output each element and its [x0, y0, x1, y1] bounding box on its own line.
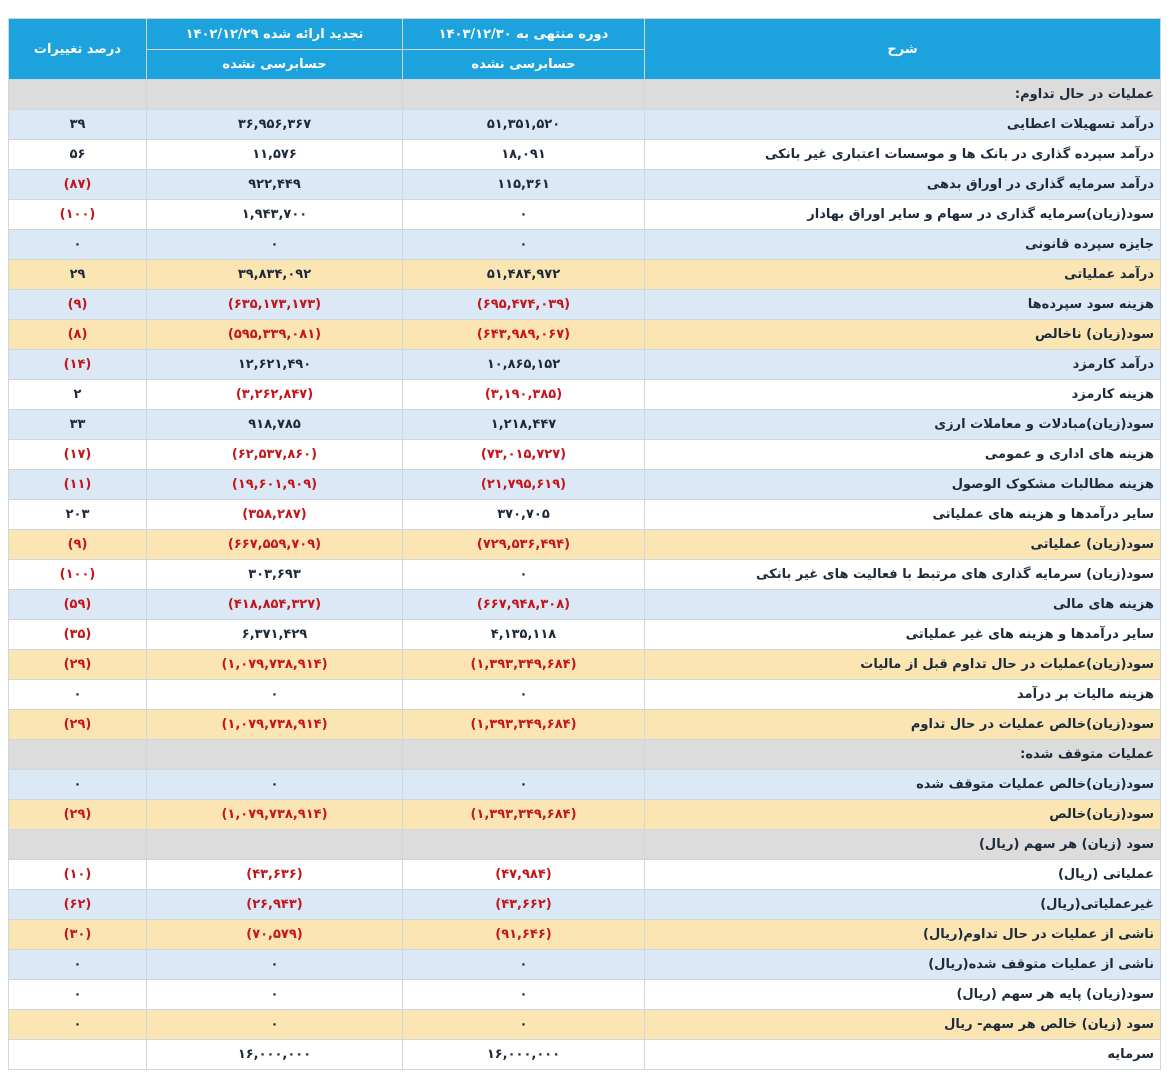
row-previous-value: (۴۳,۶۳۶) [147, 860, 403, 890]
row-previous-value: ۳۰۳,۶۹۳ [147, 560, 403, 590]
table-row [9, 470, 1161, 500]
row-current-value: (۶۹۵,۴۷۴,۰۳۹) [403, 290, 645, 320]
table-row [9, 110, 1161, 140]
row-current-value: ۰ [403, 200, 645, 230]
row-previous-value: ۰ [147, 980, 403, 1010]
table-row [9, 920, 1161, 950]
table-row [9, 230, 1161, 260]
row-previous-value: (۶۳۵,۱۷۳,۱۷۳) [147, 290, 403, 320]
row-previous-value: (۶۲,۵۳۷,۸۶۰) [147, 440, 403, 470]
table-row [9, 1010, 1161, 1040]
section-header-row [9, 830, 1161, 860]
row-change-percent: (۶۲) [9, 890, 147, 920]
row-current-value: ۰ [403, 680, 645, 710]
header-current-audit-status: حسابرسی نشده [403, 50, 645, 80]
row-change-percent: (۳۰) [9, 920, 147, 950]
row-description: عملیات در حال تداوم: [645, 80, 1161, 110]
row-change-percent: ۲۰۳ [9, 500, 147, 530]
row-current-value: ۰ [403, 1010, 645, 1040]
row-description: سود(زیان) ناخالص [645, 320, 1161, 350]
header-current-period: دوره منتهی به ۱۴۰۳/۱۲/۳۰ [403, 19, 645, 50]
row-description: ناشی از عملیات در حال تداوم(ریال) [645, 920, 1161, 950]
row-previous-value: ۱۶,۰۰۰,۰۰۰ [147, 1040, 403, 1070]
table-row [9, 410, 1161, 440]
table-row [9, 800, 1161, 830]
table-row [9, 350, 1161, 380]
row-change-percent: (۱۰۰) [9, 200, 147, 230]
row-current-value: (۷۳,۰۱۵,۷۲۷) [403, 440, 645, 470]
row-previous-value: (۱,۰۷۹,۷۳۸,۹۱۴) [147, 710, 403, 740]
row-description: درآمد کارمزد [645, 350, 1161, 380]
row-description: سود(زیان)خالص [645, 800, 1161, 830]
table-row [9, 770, 1161, 800]
section-header-row [9, 740, 1161, 770]
row-change-percent: ۰ [9, 950, 147, 980]
row-current-value: ۰ [403, 230, 645, 260]
row-current-value: ۰ [403, 980, 645, 1010]
table-row [9, 260, 1161, 290]
row-current-value: ۰ [403, 950, 645, 980]
table-row [9, 590, 1161, 620]
row-previous-value: ۶,۳۷۱,۴۲۹ [147, 620, 403, 650]
row-previous-value: (۵۹۵,۳۳۹,۰۸۱) [147, 320, 403, 350]
row-current-value: ۳۷۰,۷۰۵ [403, 500, 645, 530]
row-description: سرمایه [645, 1040, 1161, 1070]
row-description: درآمد سرمایه گذاری در اوراق بدهی [645, 170, 1161, 200]
row-description: هزینه سود سپرده‌ها [645, 290, 1161, 320]
row-change-percent: (۲۹) [9, 800, 147, 830]
table-row [9, 380, 1161, 410]
row-description: سود (زیان) هر سهم (ریال) [645, 830, 1161, 860]
row-change-percent: (۲۹) [9, 710, 147, 740]
row-current-value: ۰ [403, 560, 645, 590]
row-previous-value: (۷۰,۵۷۹) [147, 920, 403, 950]
row-description: هزینه مالیات بر درآمد [645, 680, 1161, 710]
row-current-value: (۱,۳۹۳,۳۴۹,۶۸۴) [403, 800, 645, 830]
row-current-value: (۴۳,۶۶۲) [403, 890, 645, 920]
row-current-value: (۱,۳۹۳,۳۴۹,۶۸۴) [403, 710, 645, 740]
row-description: جایزه سپرده قانونی [645, 230, 1161, 260]
row-change-percent: (۱۰۰) [9, 560, 147, 590]
row-previous-value: ۳۶,۹۵۶,۳۶۷ [147, 110, 403, 140]
row-change-percent [9, 80, 147, 110]
row-description: هزینه مطالبات مشکوک الوصول [645, 470, 1161, 500]
row-previous-value: (۳۵۸,۲۸۷) [147, 500, 403, 530]
row-current-value: (۹۱,۶۴۶) [403, 920, 645, 950]
row-previous-value [147, 830, 403, 860]
header-previous-period: تجدید ارائه شده ۱۴۰۲/۱۲/۲۹ [147, 19, 403, 50]
section-header-row [9, 80, 1161, 110]
row-description: سود(زیان) پایه هر سهم (ریال) [645, 980, 1161, 1010]
row-current-value: (۳,۱۹۰,۳۸۵) [403, 380, 645, 410]
row-current-value: (۱,۳۹۳,۳۴۹,۶۸۴) [403, 650, 645, 680]
row-previous-value: (۳,۲۶۲,۸۴۷) [147, 380, 403, 410]
table-row [9, 1040, 1161, 1070]
row-change-percent: (۳۵) [9, 620, 147, 650]
row-previous-value: (۱۹,۶۰۱,۹۰۹) [147, 470, 403, 500]
row-current-value: ۱۸,۰۹۱ [403, 140, 645, 170]
row-change-percent: (۱۱) [9, 470, 147, 500]
row-current-value: (۴۷,۹۸۴) [403, 860, 645, 890]
row-description: عملیات متوقف شده: [645, 740, 1161, 770]
table-row [9, 170, 1161, 200]
row-change-percent: (۵۹) [9, 590, 147, 620]
header-previous-audit-status: حسابرسی نشده [147, 50, 403, 80]
table-row [9, 530, 1161, 560]
row-change-percent [9, 830, 147, 860]
row-change-percent: (۱۴) [9, 350, 147, 380]
row-description: سود(زیان)خالص عملیات در حال تداوم [645, 710, 1161, 740]
table-row [9, 950, 1161, 980]
table-row [9, 560, 1161, 590]
row-previous-value: ۰ [147, 770, 403, 800]
row-description: درآمد سپرده گذاری در بانک ها و موسسات اعتباری غیر بانکی [645, 140, 1161, 170]
row-change-percent: ۰ [9, 680, 147, 710]
row-description: سایر درآمدها و هزینه های غیر عملیاتی [645, 620, 1161, 650]
row-description: عملیاتی (ریال) [645, 860, 1161, 890]
row-current-value: (۶۴۳,۹۸۹,۰۶۷) [403, 320, 645, 350]
row-change-percent [9, 1040, 147, 1070]
table-row [9, 290, 1161, 320]
row-description: سود(زیان)سرمایه گذاری در سهام و سایر اوراق بهادار [645, 200, 1161, 230]
row-current-value: (۷۲۹,۵۳۶,۴۹۴) [403, 530, 645, 560]
table-row [9, 710, 1161, 740]
table-row [9, 200, 1161, 230]
row-description: غیرعملیاتی(ریال) [645, 890, 1161, 920]
income-statement [8, 18, 1160, 1070]
row-current-value [403, 80, 645, 110]
row-previous-value: ۰ [147, 230, 403, 260]
row-description: درآمد عملیاتی [645, 260, 1161, 290]
table-row [9, 320, 1161, 350]
row-current-value: ۵۱,۳۵۱,۵۲۰ [403, 110, 645, 140]
row-description: درآمد تسهیلات اعطایی [645, 110, 1161, 140]
row-previous-value: ۱۲,۶۲۱,۴۹۰ [147, 350, 403, 380]
row-current-value: ۴,۱۳۵,۱۱۸ [403, 620, 645, 650]
row-change-percent: ۲ [9, 380, 147, 410]
row-current-value [403, 740, 645, 770]
row-change-percent [9, 740, 147, 770]
row-previous-value: ۰ [147, 1010, 403, 1040]
row-previous-value [147, 740, 403, 770]
row-previous-value: ۱۱,۵۷۶ [147, 140, 403, 170]
income-statement-table [8, 18, 1161, 1070]
row-change-percent: ۰ [9, 1010, 147, 1040]
row-change-percent: (۸) [9, 320, 147, 350]
row-previous-value: ۳۹,۸۳۴,۰۹۲ [147, 260, 403, 290]
row-description: هزینه کارمزد [645, 380, 1161, 410]
row-change-percent: (۹) [9, 290, 147, 320]
row-change-percent: ۰ [9, 770, 147, 800]
row-change-percent: ۰ [9, 230, 147, 260]
row-change-percent: (۱۰) [9, 860, 147, 890]
table-row [9, 890, 1161, 920]
row-previous-value: (۱,۰۷۹,۷۳۸,۹۱۴) [147, 650, 403, 680]
table-row [9, 500, 1161, 530]
row-change-percent: (۹) [9, 530, 147, 560]
row-current-value: ۱,۲۱۸,۴۴۷ [403, 410, 645, 440]
row-description: سود (زیان) خالص هر سهم- ریال [645, 1010, 1161, 1040]
row-description: سود(زیان)خالص عملیات متوقف شده [645, 770, 1161, 800]
row-previous-value: ۰ [147, 680, 403, 710]
table-row [9, 620, 1161, 650]
row-description: هزینه های مالی [645, 590, 1161, 620]
row-change-percent: (۲۹) [9, 650, 147, 680]
row-description: سایر درآمدها و هزینه های عملیاتی [645, 500, 1161, 530]
table-row [9, 650, 1161, 680]
row-previous-value: (۱,۰۷۹,۷۳۸,۹۱۴) [147, 800, 403, 830]
table-body [9, 80, 1161, 1070]
table-row [9, 860, 1161, 890]
row-description: سود(زیان) عملیاتی [645, 530, 1161, 560]
row-description: هزینه های اداری و عمومی [645, 440, 1161, 470]
row-change-percent: ۳۹ [9, 110, 147, 140]
row-previous-value: (۶۶۷,۵۵۹,۷۰۹) [147, 530, 403, 560]
row-current-value [403, 830, 645, 860]
row-current-value: ۱۰,۸۶۵,۱۵۲ [403, 350, 645, 380]
row-previous-value [147, 80, 403, 110]
row-current-value: ۵۱,۴۸۴,۹۷۲ [403, 260, 645, 290]
row-change-percent: ۳۳ [9, 410, 147, 440]
row-previous-value: ۹۲۲,۴۴۹ [147, 170, 403, 200]
header-change-percent: درصد تغییرات [9, 19, 147, 80]
table-row [9, 980, 1161, 1010]
row-current-value: (۶۶۷,۹۴۸,۳۰۸) [403, 590, 645, 620]
row-current-value: ۱۱۵,۳۶۱ [403, 170, 645, 200]
row-current-value: (۲۱,۷۹۵,۶۱۹) [403, 470, 645, 500]
row-previous-value: ۱,۹۴۳,۷۰۰ [147, 200, 403, 230]
row-previous-value: (۴۱۸,۸۵۴,۳۲۷) [147, 590, 403, 620]
row-description: سود(زیان)عملیات در حال تداوم قبل از مالیات [645, 650, 1161, 680]
table-row [9, 680, 1161, 710]
row-change-percent: (۸۷) [9, 170, 147, 200]
row-description: سود(زیان)مبادلات و معاملات ارزی [645, 410, 1161, 440]
row-previous-value: (۲۶,۹۴۳) [147, 890, 403, 920]
row-change-percent: ۲۹ [9, 260, 147, 290]
header-description: شرح [645, 19, 1161, 80]
row-current-value: ۰ [403, 770, 645, 800]
row-change-percent: (۱۷) [9, 440, 147, 470]
row-description: سود(زیان) سرمایه گذاری های مرتبط با فعالیت های غیر بانکی [645, 560, 1161, 590]
row-change-percent: ۵۶ [9, 140, 147, 170]
table-header [9, 19, 1161, 80]
row-previous-value: ۰ [147, 950, 403, 980]
row-change-percent: ۰ [9, 980, 147, 1010]
row-previous-value: ۹۱۸,۷۸۵ [147, 410, 403, 440]
table-row [9, 140, 1161, 170]
table-row [9, 440, 1161, 470]
row-description: ناشی از عملیات متوقف شده(ریال) [645, 950, 1161, 980]
row-current-value: ۱۶,۰۰۰,۰۰۰ [403, 1040, 645, 1070]
